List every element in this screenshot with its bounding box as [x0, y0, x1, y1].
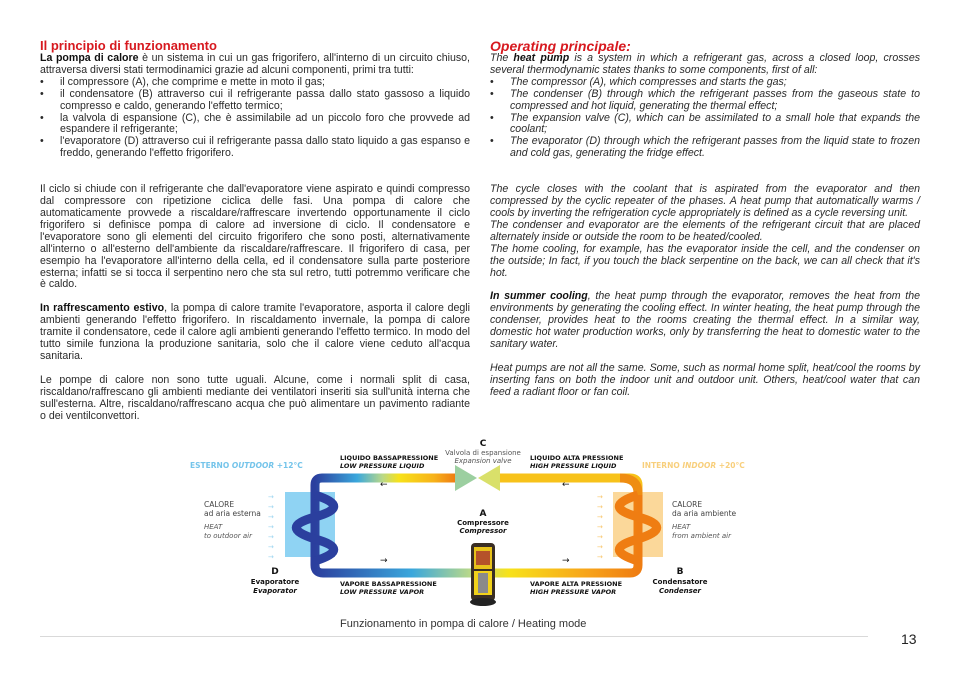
compressor-letter: A: [479, 509, 487, 519]
left-heat-label-it: CALORE: [204, 500, 235, 509]
svg-text:→: →: [597, 513, 603, 521]
list-item: [490, 89, 920, 113]
svg-text:→: →: [268, 533, 274, 541]
list-item-text: The expansion valve (C), which can be assimilated to a small hole that expands the coolant;: [510, 111, 920, 136]
evaporator-label-en: Evaporator: [253, 587, 297, 595]
right-heat-sublabel-it: da aria ambiente: [672, 509, 737, 518]
flow-arrow-right-icon: →: [562, 556, 570, 566]
bottom-right-label-en: HIGH PRESSURE VAPOR: [530, 588, 617, 596]
list-item-text: la valvola di espansione (C), che è assimilabile ad un piccolo foro che provvede ad espandere il refrigerante;: [60, 111, 470, 136]
bottom-right-label-it: VAPORE ALTA PRESSIONE: [530, 580, 623, 588]
english-column: [490, 39, 920, 399]
heat-pump-cycle-svg: [180, 435, 780, 610]
list-item-text: The evaporator (D) through which the refrigerant passes from the liquid state to frozen and cold gas, generating the fridge effect.: [510, 135, 920, 160]
page-number: 13: [901, 631, 917, 647]
list-item: [40, 113, 470, 137]
list-item: [490, 136, 920, 160]
evaporator-label-it: Evaporatore: [250, 578, 300, 586]
top-left-label-en: LOW PRESSURE LIQUID: [340, 462, 425, 470]
diagram-caption: Funzionamento in pompa di calore / Heating mode: [340, 618, 587, 630]
cooling-text-en: , the heat pump through the evaporator, removes the heat from the environments by generating the cooling effect. In winter heating, the heat pump through the condenser, provides heat to the rooms creating the thermal effect. In a similar way, domestic hot water production works, only by transferring the heat to domestic water to the sanitary water.: [490, 290, 920, 351]
flow-arrow-right-icon: →: [380, 556, 388, 566]
evaporator-letter: D: [271, 567, 279, 577]
valve-left-arrow: [455, 465, 477, 491]
list-item: [490, 113, 920, 137]
bullet-icon: •: [490, 135, 494, 148]
cycle-paragraph-it: Il ciclo si chiude con il refrigerante che dall'evaporatore viene aspirato e quindi compresso dal compressore con ripetizione ciclica delle fasi. Una pompa di calore che automaticamente provvede a riscaldare/raffrescare invertendo opportunamente il ciclo frigorifero si definisce pompa di calore ad inversione di ciclo. Il condensatore e l'evaporatore sono gli elementi del circuito frigorifero che sono posti, alternativamente all'interno o all'esterno dell'ambiente da riscaldare/raffrescare. Il frigorifero di casa, per esempio ha l'evaporatore all'interno della cella, ed il condensatore sulla parte posteriore esterna; infatti se si tocca il serpentino nero che sta sul retro, tutti potremmo verificare che è caldo.: [40, 183, 470, 291]
left-heat-sublabel-it: ad aria esterna: [204, 509, 261, 518]
intro-bold-en: heat pump: [513, 52, 570, 64]
svg-text:→: →: [268, 543, 274, 551]
svg-text:→: →: [268, 493, 274, 501]
right-heat-label-it: CALORE: [672, 500, 703, 509]
bullet-icon: •: [40, 135, 44, 148]
italian-column: [40, 39, 470, 422]
svg-text:→: →: [597, 523, 603, 531]
top-right-label-it: LIQUIDO ALTA PRESSIONE: [530, 454, 624, 462]
section-title-it: Il principio di funzionamento: [40, 38, 217, 53]
svg-text:→: →: [597, 543, 603, 551]
svg-text:→: →: [268, 523, 274, 531]
component-list-it: [40, 77, 470, 160]
types-paragraph-en: Heat pumps are not all the same. Some, such as normal home split, heat/cool the rooms by inserting fans on both the indoor unit and outdoor unit. Others, heat/cool water that can feed a radiant floor or fan coil.: [490, 361, 920, 398]
types-paragraph-it: Le pompe di calore non sono tutte uguali. Alcune, come i normali split di casa, riscaldano/raffrescano gli ambienti mediante dei ventilatori inseriti sia sull'unità interna che sull'esterna. Altre, riscaldano/raffrescano acqua che può alimentare un pavimento radiante o dei ventilconvettori.: [40, 373, 470, 422]
outdoor-air-arrows: [268, 493, 274, 561]
intro-text-en: is a system in which a refrigerant gas, across a closed loop, crosses several thermodynamic states thanks to some components, first of all:: [490, 52, 921, 76]
bullet-icon: •: [40, 111, 44, 124]
cooling-text-it: , la pompa di calore tramite l'evaporatore, asporta il calore degli ambienti generando l'effetto frigorifero. In riscaldamento invernale, la pompa di calore tramite il condensatore, cede il calore agli ambienti generando l'effetto termico. In modo del tutto simile funziona la produzione sanitaria, solo che il calore viene ceduto all'acqua sanitaria.: [40, 302, 471, 362]
cycle-paragraph-en: The cycle closes with the coolant that is aspirated from the evaporator and then compressed by the cyclic repeater of the phases. A heat pump that automatically warms / cools by inverting the refrigeration cycle appropriately is defined as a cycle reversing unit.: [490, 183, 920, 219]
condenser-label-it: Condensatore: [652, 578, 708, 586]
list-item-text: il condensatore (B) attraverso cui il refrigerante passa dallo stato gassoso a liquido compresso e caldo, generando l'effetto termico;: [60, 87, 470, 112]
svg-text:→: →: [597, 533, 603, 541]
valve-label-it: Valvola di espansione: [445, 449, 521, 457]
svg-text:→: →: [268, 553, 274, 561]
footer-divider: [40, 636, 868, 637]
cooling-paragraph-it: [40, 303, 470, 363]
list-item: [40, 136, 470, 160]
component-list-en: [490, 77, 920, 160]
intro-pre-en: The: [490, 52, 514, 64]
flow-arrow-left-icon: ←: [380, 480, 388, 490]
outdoor-label: ESTERNO OUTDOOR +12°C: [190, 461, 303, 470]
list-item-text: The compressor (A), which compresses and starts the gas;: [510, 75, 787, 88]
indoor-air-arrows: [597, 493, 603, 561]
intro-bold-it: La pompa di calore: [40, 52, 139, 64]
svg-text:→: →: [268, 503, 274, 511]
intro-paragraph-en: [490, 53, 920, 77]
condenser-label-en: Condenser: [658, 587, 702, 595]
svg-text:→: →: [268, 513, 274, 521]
left-heat-label-en: HEAT: [204, 523, 223, 531]
cooling-bold-it: In raffrescamento estivo: [40, 302, 165, 315]
compressor-label-en: Compressor: [459, 527, 507, 535]
valve-label-en: Expansion valve: [454, 457, 512, 465]
bottom-left-label-en: LOW PRESSURE VAPOR: [340, 588, 425, 596]
section-title-en: Operating principale:: [490, 38, 631, 54]
intro-paragraph-it: [40, 53, 470, 77]
top-right-label-en: HIGH PRESSURE LIQUID: [530, 462, 617, 470]
intro-text-it: è un sistema in cui un gas frigorifero, all'interno di un circuito chiuso, attraversa diversi stati termodinamici grazie ad alcuni componenti, primi tra tutti:: [40, 52, 470, 76]
compressor-icon: [470, 543, 496, 606]
right-heat-label-en: HEAT: [672, 523, 691, 531]
indoor-label: INTERNO INDOOR +20°C: [642, 461, 745, 470]
valve-letter: C: [479, 439, 487, 449]
home-cooling-paragraph-en: The home cooling, for example, has the evaporator inside the cell, and the condenser on the outside; In fact, if you touch the black serpentine on the back, we can all check that it's hot.: [490, 242, 920, 279]
bullet-icon: •: [40, 75, 44, 88]
svg-text:→: →: [597, 553, 603, 561]
elements-paragraph-en: The condenser and evaporator are the elements of the refrigerant circuit that are placed alternately inside or outside the room to be heated/cooled.: [490, 218, 920, 243]
condenser-letter: B: [676, 567, 684, 577]
cooling-paragraph-en: [490, 291, 920, 351]
right-heat-sublabel-en: from ambient air: [672, 532, 731, 540]
bottom-left-label-it: VAPORE BASSAPRESSIONE: [340, 580, 437, 588]
list-item-text: il compressore (A), che comprime e mette in moto il gas;: [60, 75, 325, 88]
bullet-icon: •: [490, 111, 494, 124]
bullet-icon: •: [490, 87, 494, 100]
list-item: [40, 89, 470, 113]
svg-text:→: →: [597, 503, 603, 511]
compressor-label-it: Compressore: [457, 519, 509, 527]
heat-pump-diagram: [180, 435, 780, 610]
list-item-text: l'evaporatore (D) attraverso cui il refrigerante passa dallo stato liquido a gas espanso e freddo, generando l'effetto frigorifero.: [60, 135, 470, 160]
bullet-icon: •: [40, 87, 44, 100]
cooling-bold-en: In summer cooling: [490, 290, 588, 303]
valve-right-arrow: [478, 465, 500, 491]
list-item-text: The condenser (B) through which the refrigerant passes from the gaseous state to compressed and hot liquid, generating the thermal effect;: [510, 87, 920, 112]
top-left-label-it: LIQUIDO BASSAPRESSIONE: [340, 454, 439, 462]
flow-arrow-left-icon: ←: [562, 480, 570, 490]
left-heat-sublabel-en: to outdoor air: [204, 532, 252, 540]
bullet-icon: •: [490, 75, 494, 88]
svg-text:→: →: [597, 493, 603, 501]
